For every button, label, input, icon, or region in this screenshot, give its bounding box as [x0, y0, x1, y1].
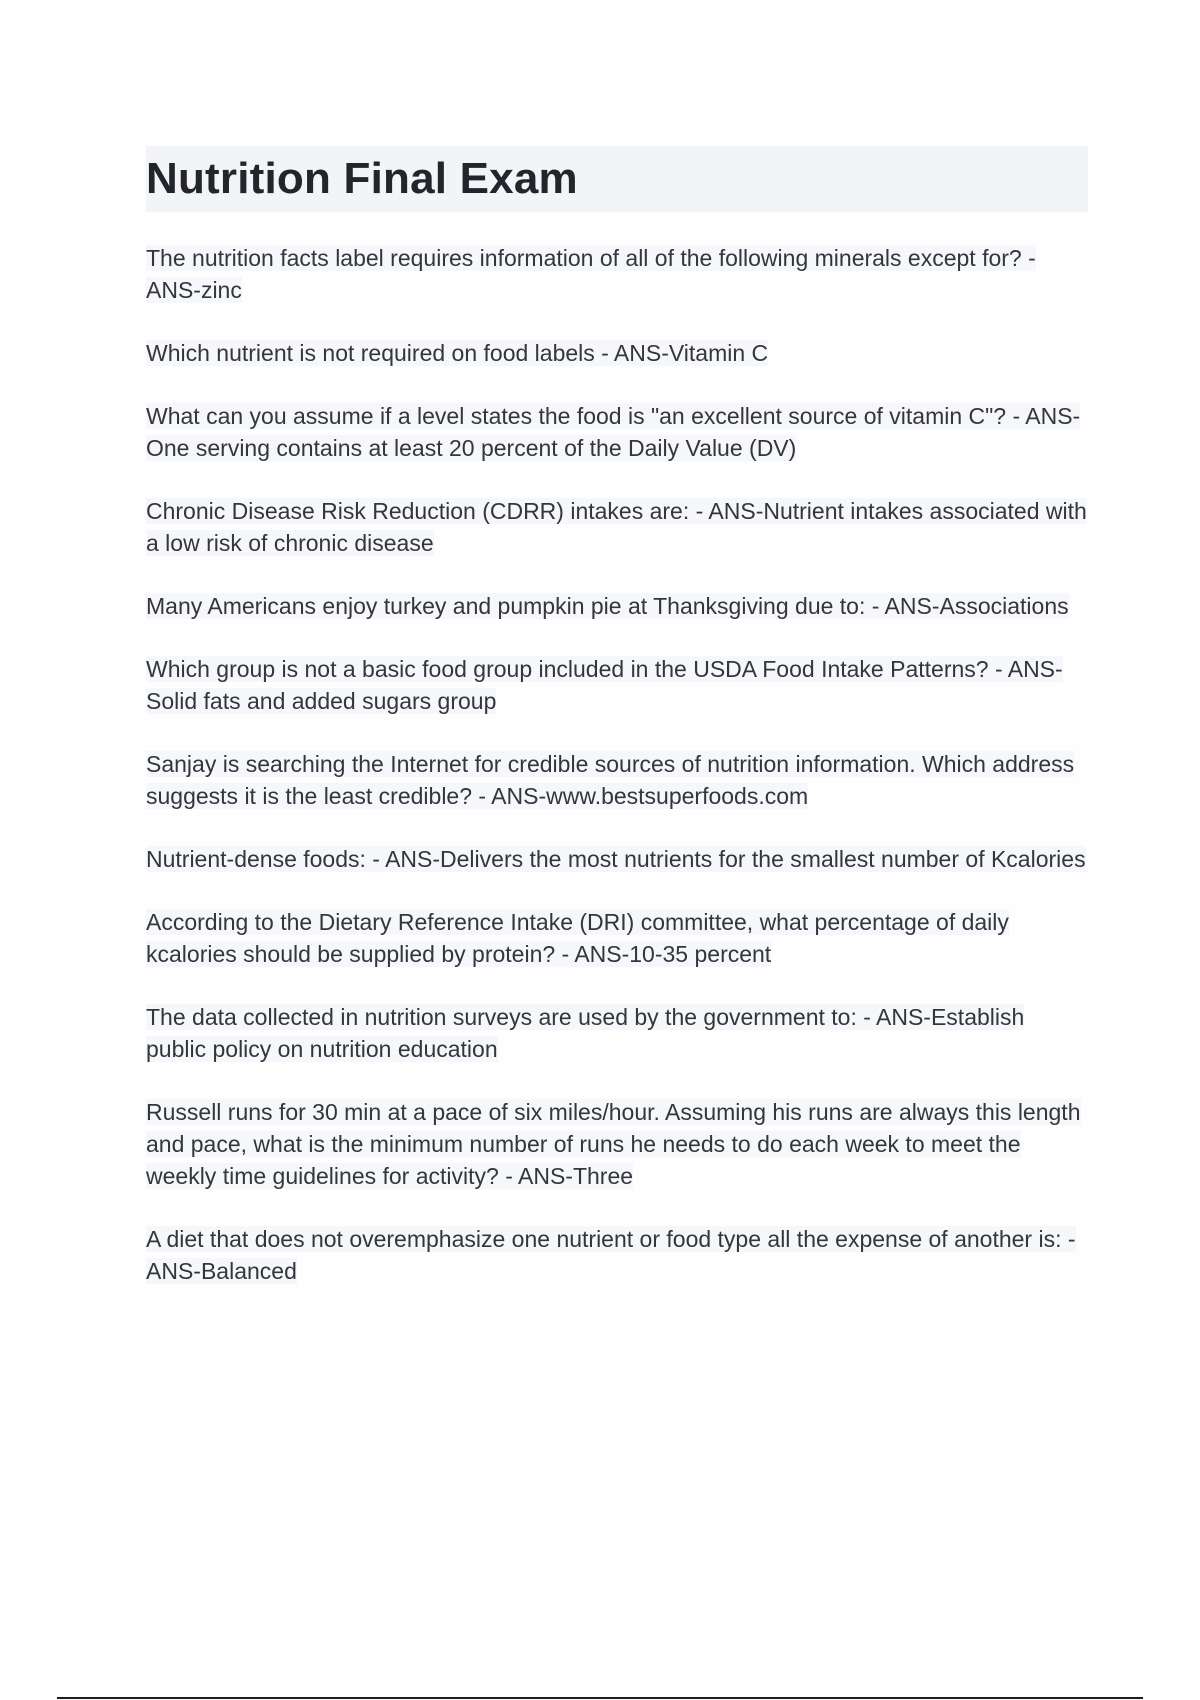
question-answer-list: [146, 242, 1088, 1287]
title-bar: [146, 146, 1088, 212]
question-answer-text: Many Americans enjoy turkey and pumpkin pie at Thanksgiving due to: - ANS-Associations: [146, 593, 1069, 619]
question-answer-text: What can you assume if a level states the food is "an excellent source of vitamin C"? - ANS-One serving contains at least 20 percent of the Daily Value (DV): [146, 403, 1081, 461]
question-answer-text: Sanjay is searching the Internet for credible sources of nutrition information. Which address suggests it is the least credible? - ANS-www.bestsuperfoods.com: [146, 751, 1075, 809]
question-answer-text: The data collected in nutrition surveys are used by the government to: - ANS-Establish public policy on nutrition education: [146, 1004, 1025, 1062]
question-answer-item: [146, 653, 1088, 717]
question-answer-item: [146, 906, 1088, 970]
question-answer-text: Which nutrient is not required on food labels - ANS-Vitamin C: [146, 340, 769, 366]
question-answer-item: [146, 1223, 1088, 1287]
question-answer-item: [146, 400, 1088, 464]
question-answer-item: [146, 590, 1088, 622]
question-answer-text: According to the Dietary Reference Intake (DRI) committee, what percentage of daily kcalories should be supplied by protein? - ANS-10-35 percent: [146, 909, 1009, 967]
document-content: [146, 146, 1088, 1318]
question-answer-item: [146, 1096, 1088, 1192]
question-answer-text: The nutrition facts label requires information of all of the following minerals except for? - ANS-zinc: [146, 245, 1036, 303]
page-title: Nutrition Final Exam: [146, 154, 578, 203]
question-answer-item: [146, 748, 1088, 812]
question-answer-text: Chronic Disease Risk Reduction (CDRR) intakes are: - ANS-Nutrient intakes associated with a low risk of chronic disease: [146, 498, 1087, 556]
question-answer-text: Russell runs for 30 min at a pace of six miles/hour. Assuming his runs are always this length and pace, what is the minimum number of runs he needs to do each week to meet the weekly time guidelines for activity? - ANS-Three: [146, 1099, 1081, 1189]
question-answer-item: [146, 843, 1088, 875]
question-answer-text: A diet that does not overemphasize one nutrient or food type all the expense of another is: - ANS-Balanced: [146, 1226, 1076, 1284]
question-answer-text: Nutrient-dense foods: - ANS-Delivers the most nutrients for the smallest number of Kcalories: [146, 846, 1086, 872]
question-answer-text: Which group is not a basic food group included in the USDA Food Intake Patterns? - ANS-Solid fats and added sugars group: [146, 656, 1063, 714]
question-answer-item: [146, 242, 1088, 306]
question-answer-item: [146, 1001, 1088, 1065]
question-answer-item: [146, 337, 1088, 369]
question-answer-item: [146, 495, 1088, 559]
footer-divider: [57, 1697, 1143, 1699]
